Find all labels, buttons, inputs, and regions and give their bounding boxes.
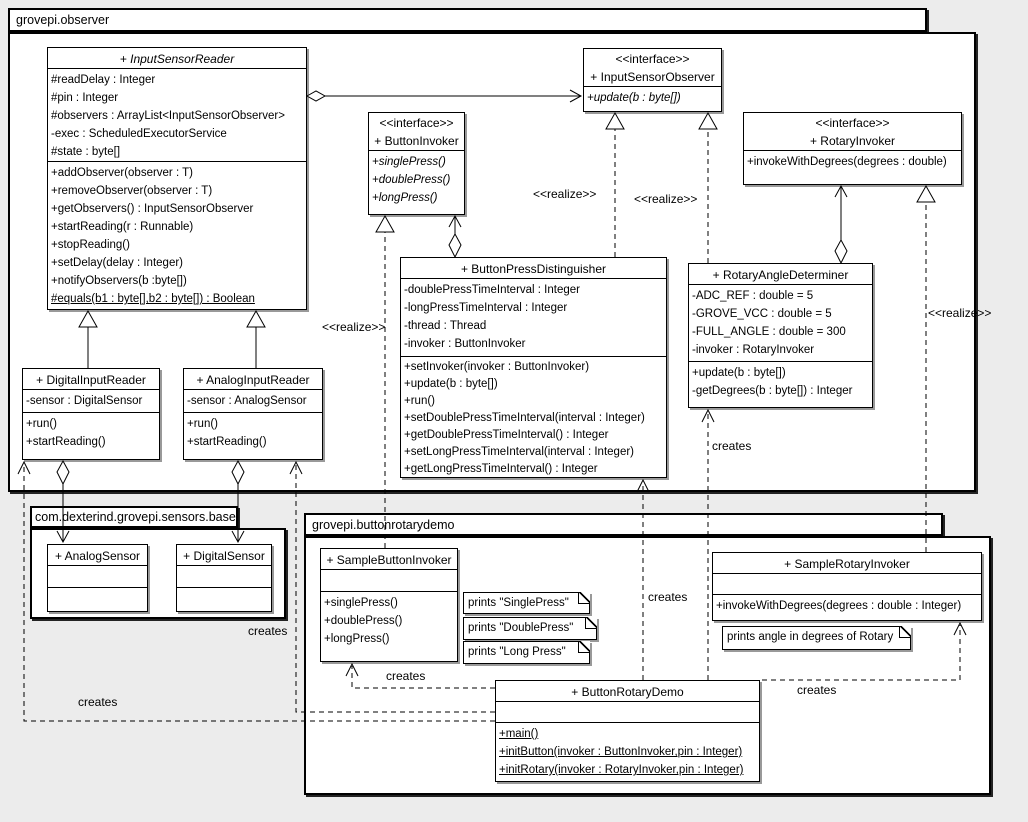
package-name: grovepi.buttonrotarydemo [312, 518, 455, 532]
class-header [369, 113, 464, 151]
class-name: + ButtonInvoker [374, 134, 459, 148]
class-rotary-invoker [743, 112, 962, 185]
member-line: +doublePress() [324, 615, 403, 627]
member-line: +setDelay(delay : Integer) [51, 257, 183, 269]
class-header [177, 545, 271, 566]
member-line: +doublePress() [372, 174, 451, 186]
member-line: -ADC_REF : double = 5 [692, 290, 814, 302]
class-header [689, 264, 872, 285]
package-tab-sensors-base [30, 506, 238, 528]
creates-label-sbi: creates [386, 669, 426, 683]
methods-compartment [744, 151, 961, 184]
member-line: -thread : Thread [404, 320, 487, 332]
member-line: -invoker : RotaryInvoker [692, 344, 815, 356]
member-line: +update(b : byte[]) [587, 92, 681, 104]
methods-compartment [496, 723, 759, 781]
member-line: +initRotary(invoker : RotaryInvoker,pin : Integer) [499, 764, 744, 776]
class-header [713, 553, 981, 574]
class-button-press-distinguisher [400, 257, 667, 478]
attributes-compartment [177, 566, 271, 588]
member-line: #state : byte[] [51, 146, 121, 158]
package-tab-buttonrotarydemo [304, 513, 943, 536]
methods-compartment [23, 413, 159, 459]
note-prints-angle: prints angle in degrees of Rotary [722, 626, 911, 650]
member-line: +startReading() [187, 436, 267, 448]
methods-compartment [48, 588, 147, 611]
class-name: + DigitalInputReader [36, 373, 146, 387]
class-header [496, 681, 759, 702]
class-name: + RotaryAngleDeterminer [712, 268, 849, 282]
member-line: +initButton(invoker : ButtonInvoker,pin : Integer) [499, 746, 743, 758]
creates-label-dir: creates [78, 695, 118, 709]
creates-label-bpd: creates [648, 590, 688, 604]
member-line: +setLongPressTimeInterval(interval : Integer) [404, 446, 634, 458]
class-name: + DigitalSensor [183, 549, 265, 563]
member-line: +update(b : byte[]) [692, 367, 786, 379]
class-header [744, 113, 961, 151]
attributes-compartment [23, 390, 159, 413]
member-line: +run() [26, 418, 57, 430]
class-input-sensor-reader [47, 47, 307, 310]
realize-label-sri: <<realize>> [928, 306, 992, 320]
member-line: #equals(b1 : byte[],b2 : byte[]) : Boolean [51, 293, 255, 305]
realize-label-bpd: <<realize>> [533, 187, 597, 201]
class-name: + ButtonPressDistinguisher [460, 262, 607, 276]
class-digital-sensor [176, 544, 272, 612]
class-header [48, 48, 306, 69]
member-line: -invoker : ButtonInvoker [404, 338, 526, 350]
creates-label-air: creates [248, 624, 288, 638]
attributes-compartment [321, 570, 457, 592]
class-name: + AnalogSensor [54, 549, 141, 563]
member-line: +main() [499, 728, 539, 740]
class-header [401, 258, 666, 279]
methods-compartment [584, 87, 721, 111]
member-line: -sensor : DigitalSensor [26, 395, 143, 407]
class-name: + ButtonRotaryDemo [571, 685, 684, 699]
class-input-sensor-observer [583, 48, 722, 112]
member-line: -FULL_ANGLE : double = 300 [692, 326, 846, 338]
class-name: + SampleRotaryInvoker [784, 557, 910, 571]
member-line: +getDoublePressTimeInterval() : Integer [404, 429, 609, 441]
attributes-compartment [48, 69, 306, 162]
class-header [584, 49, 721, 87]
class-header [23, 369, 159, 390]
member-line: +startReading() [26, 436, 106, 448]
attributes-compartment [496, 702, 759, 723]
member-line: +getObservers() : InputSensorObserver [51, 203, 254, 215]
package-name: grovepi.observer [16, 13, 110, 27]
class-name: + RotaryInvoker [809, 134, 896, 148]
note-prints-longpress: prints "Long Press" [463, 641, 590, 664]
attributes-compartment [48, 566, 147, 588]
class-digital-input-reader [22, 368, 160, 460]
methods-compartment [401, 357, 666, 477]
class-name: + InputSensorReader [119, 52, 235, 66]
member-line: +singlePress() [372, 156, 446, 168]
member-line: +run() [187, 418, 218, 430]
member-line: -GROVE_VCC : double = 5 [692, 308, 832, 320]
creates-label-sri: creates [797, 683, 837, 697]
member-line: +setInvoker(invoker : ButtonInvoker) [404, 361, 590, 373]
class-analog-input-reader [183, 368, 323, 460]
class-header [321, 549, 457, 570]
stereotype: <<interface>> [815, 116, 890, 130]
class-button-invoker [368, 112, 465, 215]
class-header [184, 369, 322, 390]
note-prints-singlepress: prints "SinglePress" [463, 592, 590, 614]
methods-compartment [184, 413, 322, 459]
member-line: +removeObserver(observer : T) [51, 185, 213, 197]
member-line: -exec : ScheduledExecutorService [51, 128, 227, 140]
methods-compartment [48, 162, 306, 309]
member-line: +addObserver(observer : T) [51, 167, 193, 179]
attributes-compartment [689, 285, 872, 362]
member-line: +startReading(r : Runnable) [51, 221, 194, 233]
member-line: +invokeWithDegrees(degrees : double : Integer) [716, 600, 962, 612]
member-line: #readDelay : Integer [51, 74, 156, 86]
attributes-compartment [184, 390, 322, 413]
member-line: +longPress() [324, 633, 390, 645]
member-line: +singlePress() [324, 597, 398, 609]
member-line: #observers : ArrayList<InputSensorObserver> [51, 110, 285, 122]
note-prints-doublepress: prints "DoublePress" [463, 617, 597, 640]
member-line: +setDoublePressTimeInterval(interval : Integer) [404, 412, 645, 424]
methods-compartment [177, 588, 271, 611]
stereotype: <<interface>> [615, 52, 690, 66]
attributes-compartment [401, 279, 666, 357]
methods-compartment [713, 595, 981, 620]
class-name: + AnalogInputReader [196, 373, 310, 387]
class-analog-sensor [47, 544, 148, 612]
member-line: #pin : Integer [51, 92, 119, 104]
class-header [48, 545, 147, 566]
class-name: + SampleButtonInvoker [326, 553, 452, 567]
member-line: +invokeWithDegrees(degrees : double) [747, 156, 947, 168]
member-line: -doublePressTimeInterval : Integer [404, 284, 580, 296]
class-sample-rotary-invoker [712, 552, 982, 621]
member-line: +stopReading() [51, 239, 130, 251]
realize-label-sbi: <<realize>> [322, 320, 386, 334]
member-line: +longPress() [372, 192, 438, 204]
member-line: +run() [404, 395, 435, 407]
member-line: -longPressTimeInterval : Integer [404, 302, 568, 314]
attributes-compartment [713, 574, 981, 595]
class-sample-button-invoker [320, 548, 458, 662]
class-button-rotary-demo [495, 680, 760, 782]
realize-label-rad: <<realize>> [634, 192, 698, 206]
creates-label-rad: creates [712, 439, 752, 453]
class-rotary-angle-determiner [688, 263, 873, 408]
class-name: + InputSensorObserver [590, 70, 715, 84]
member-line: +getLongPressTimeInterval() : Integer [404, 463, 598, 475]
member-line: -sensor : AnalogSensor [187, 395, 307, 407]
member-line: -getDegrees(b : byte[]) : Integer [692, 385, 853, 397]
methods-compartment [689, 362, 872, 407]
methods-compartment [369, 151, 464, 214]
methods-compartment [321, 592, 457, 661]
member-line: +notifyObservers(b :byte[]) [51, 275, 187, 287]
member-line: +update(b : byte[]) [404, 378, 498, 390]
package-tab-grovepi-observer [8, 8, 927, 32]
package-name: com.dexterind.grovepi.sensors.base [35, 510, 236, 524]
stereotype: <<interface>> [379, 116, 454, 130]
